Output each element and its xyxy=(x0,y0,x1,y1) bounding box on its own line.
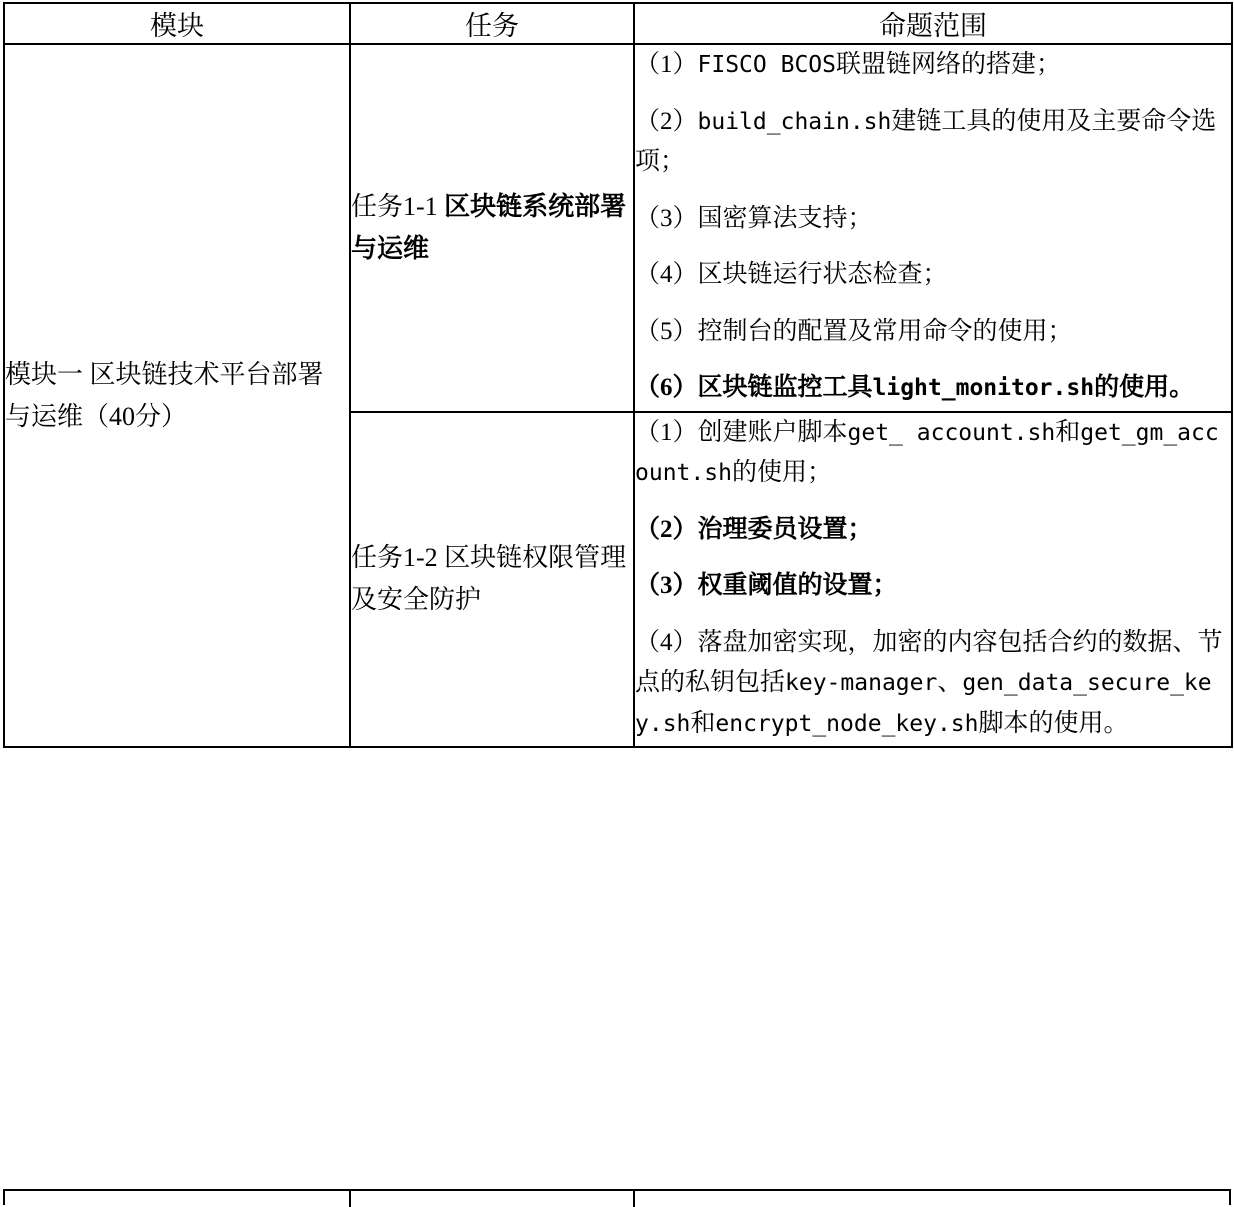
scope-item-text: （1）创建账户脚本get_ account.sh和get_gm_account.sh的使用； xyxy=(635,418,1219,486)
column-header-module: 模块 xyxy=(4,3,350,44)
document-page xyxy=(0,2,1234,1205)
scope-item xyxy=(635,413,1231,494)
table-row xyxy=(4,44,1232,412)
scope-list-1-2 xyxy=(635,413,1231,745)
scope-item-text: （3）权重阈值的设置； xyxy=(635,572,898,599)
scope-item-text: （2）build_chain.sh建链工具的使用及主要命令选项； xyxy=(635,107,1217,175)
scope-item xyxy=(635,255,1231,296)
column-header-task: 任务 xyxy=(350,3,634,44)
task-name-cell-1-1 xyxy=(350,44,634,412)
scope-item xyxy=(635,45,1231,86)
scope-item xyxy=(635,623,1231,745)
task-code-1-1: 任务1-1 xyxy=(351,191,445,221)
task-title-1-1: 区块链系统部署与运维 xyxy=(351,191,627,263)
scope-item xyxy=(635,312,1231,353)
column-divider-1 xyxy=(349,1191,351,1207)
scope-item-text: （6）区块链监控工具light_monitor.sh的使用。 xyxy=(635,374,1195,401)
scope-list-1-1 xyxy=(635,45,1231,409)
column-divider-2 xyxy=(633,1191,635,1207)
scope-item-text: （1）FISCO BCOS联盟链网络的搭建； xyxy=(635,51,1062,78)
scope-item xyxy=(635,510,1231,551)
exam-scope-table xyxy=(3,2,1233,748)
scope-item xyxy=(635,199,1231,240)
module-name-cell: 模块一 区块链技术平台部署与运维（40分） xyxy=(4,44,350,747)
scope-item xyxy=(635,566,1231,607)
scope-item-text: （3）国密算法支持； xyxy=(635,204,873,232)
task-name-cell-1-2: 任务1-2 区块链权限管理及安全防护 xyxy=(350,412,634,748)
scope-item-text: （4）落盘加密实现，加密的内容包括合约的数据、节点的私钥包括key-manager、gen_data_secure_key.sh和encrypt_node_key.sh脚本的使用。 xyxy=(635,628,1223,737)
scope-item xyxy=(635,102,1231,183)
scope-item-text: （2）治理委员设置； xyxy=(635,515,873,543)
scope-item-text: （4）区块链运行状态检查； xyxy=(635,261,948,288)
table-header-row xyxy=(4,3,1232,44)
scope-cell-1-2 xyxy=(634,412,1232,748)
scope-item xyxy=(635,368,1231,409)
scope-item-text: （5）控制台的配置及常用命令的使用； xyxy=(635,317,1073,345)
column-header-scope: 命题范围 xyxy=(634,3,1232,44)
scope-cell-1-1 xyxy=(634,44,1232,412)
